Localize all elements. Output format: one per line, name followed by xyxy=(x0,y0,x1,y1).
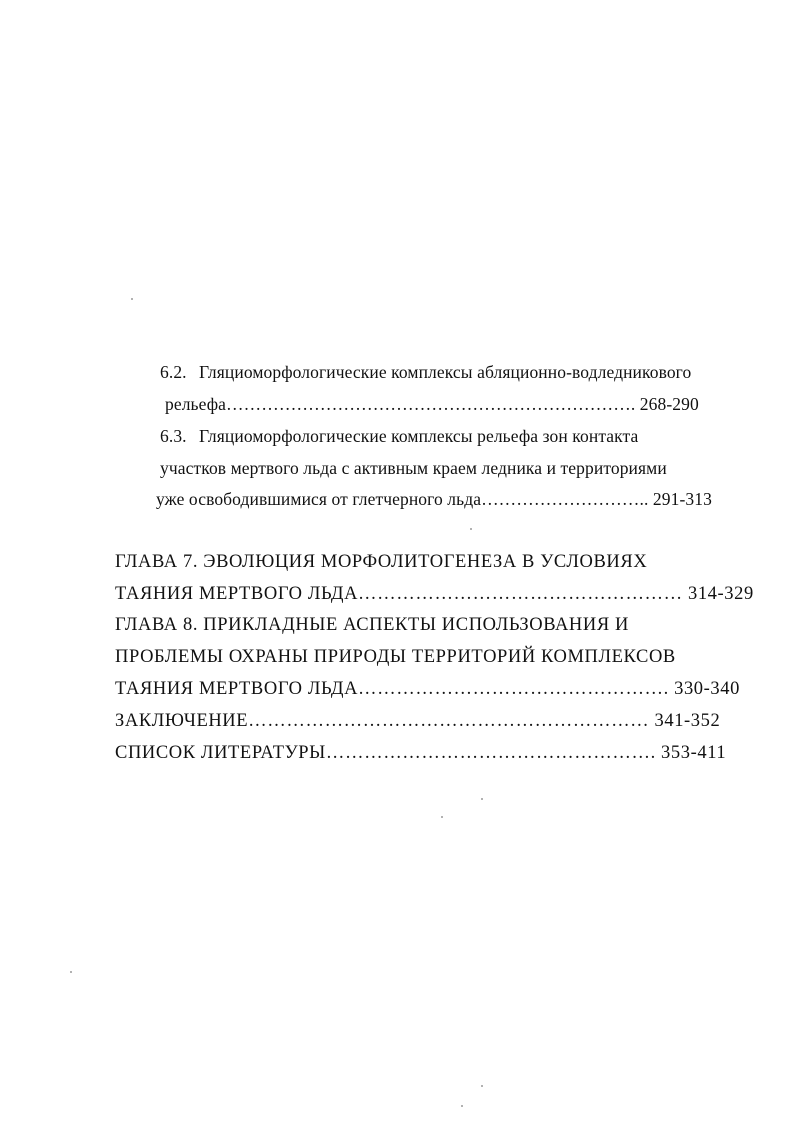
scan-speck xyxy=(70,971,72,973)
toc-chapter-8-continuation-1: ПРОБЛЕМЫ ОХРАНЫ ПРИРОДЫ ТЕРРИТОРИЙ КОМПЛЕКСОВ xyxy=(115,647,676,667)
toc-entry-6-3-title xyxy=(160,428,638,446)
toc-chapter-8-title: ГЛАВА 8. ПРИКЛАДНЫЕ АСПЕКТЫ ИСПОЛЬЗОВАНИЯ И xyxy=(115,615,629,635)
scan-speck xyxy=(481,798,483,800)
toc-entry-6-2-title-text: Гляциоморфологические комплексы абляционно-водледникового xyxy=(199,364,692,382)
toc-entry-6-2-continuation: рельефа……………………………………………………………. 268-290 xyxy=(165,394,699,414)
scan-speck xyxy=(131,298,133,300)
toc-entry-6-3-continuation-1: участков мертвого льда с активным краем ледника и территориями xyxy=(160,458,667,478)
toc-references: СПИСОК ЛИТЕРАТУРЫ……………………………………………. 353-411 xyxy=(115,743,727,763)
toc-entry-6-2-number: 6.2. xyxy=(160,364,187,382)
scan-speck xyxy=(441,816,443,818)
scan-speck xyxy=(461,1105,463,1107)
toc-entry-6-3-number: 6.3. xyxy=(160,426,187,446)
scan-speck xyxy=(481,1085,483,1087)
toc-chapter-7-title: ГЛАВА 7. ЭВОЛЮЦИЯ МОРФОЛИТОГЕНЕЗА В УСЛОВИЯХ xyxy=(115,552,648,572)
toc-entry-6-3-title-text: Гляциоморфологические комплексы рельефа зон контакта xyxy=(199,426,639,446)
toc-conclusion: ЗАКЛЮЧЕНИЕ……………………………………………………… 341-352 xyxy=(115,711,721,731)
scan-speck xyxy=(470,528,472,530)
toc-chapter-7-continuation: ТАЯНИЯ МЕРТВОГО ЛЬДА…………………………………………… 314-329 xyxy=(115,584,754,604)
toc-chapter-8-continuation-2: ТАЯНИЯ МЕРТВОГО ЛЬДА…………………………………………. 330-340 xyxy=(115,679,740,699)
toc-entry-6-2-title xyxy=(160,364,746,382)
toc-entry-6-3-continuation-2: уже освободившимися от глетчерного льда……………………….. 291-313 xyxy=(156,489,712,509)
